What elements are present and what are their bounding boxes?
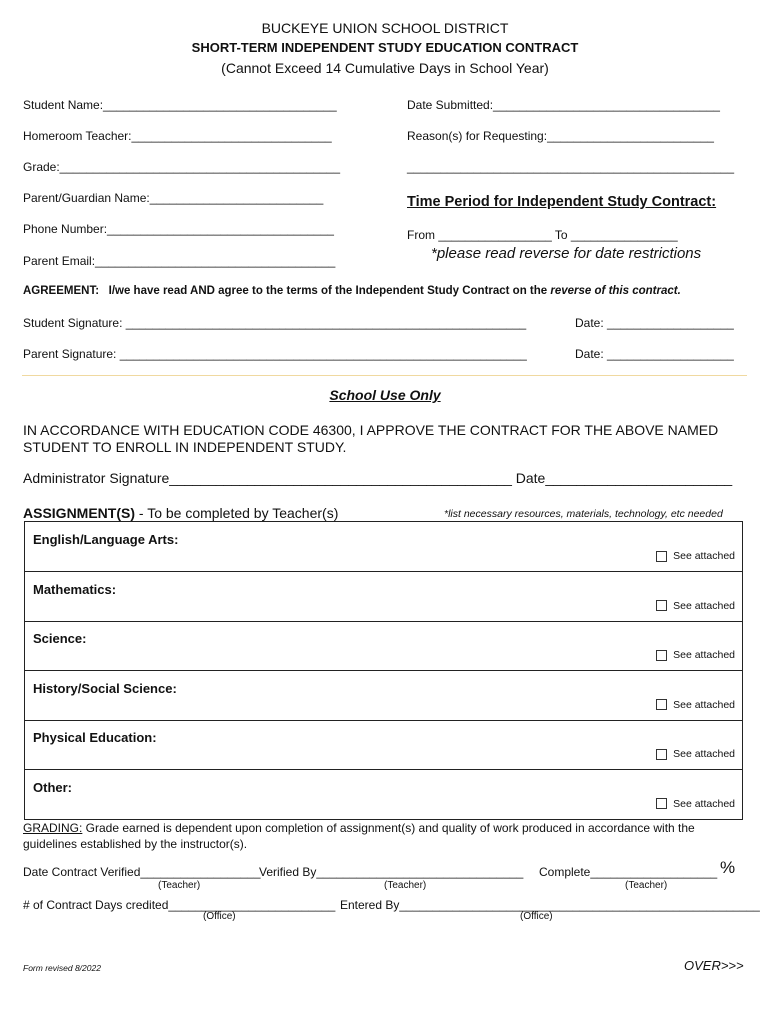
date-contract-verified-field[interactable]: Date Contract Verified__________________ <box>23 865 261 879</box>
school-use-heading: School Use Only <box>329 387 441 403</box>
subject-label: History/Social Science: <box>33 680 177 696</box>
student-name-field[interactable]: Student Name:___________________________________ <box>23 98 337 112</box>
grading-statement-line2: guidelines established by the instructor(s). <box>23 837 248 851</box>
see-attached-option[interactable] <box>656 649 735 661</box>
reasons-field[interactable]: Reason(s) for Requesting:_________________________ <box>407 129 714 143</box>
time-period-heading: Time Period for Independent Study Contract: <box>407 194 717 210</box>
assignments-heading <box>23 505 338 521</box>
district-name: BUCKEYE UNION SCHOOL DISTRICT <box>261 20 509 36</box>
date-submitted-field[interactable]: Date Submitted:__________________________________ <box>407 98 720 112</box>
subject-label: English/Language Arts: <box>33 532 179 547</box>
assignment-row-english[interactable] <box>25 522 742 572</box>
office-caption: (Office) <box>520 911 553 922</box>
contract-days-credited-field[interactable]: # of Contract Days credited_________________________ <box>23 898 336 912</box>
section-divider <box>22 375 747 376</box>
phone-number-field[interactable]: Phone Number:__________________________________ <box>23 222 334 236</box>
see-attached-label: See attached <box>673 599 735 612</box>
form-revised-date: Form revised 8/2022 <box>23 963 101 973</box>
see-attached-option[interactable] <box>656 550 735 562</box>
parent-email-field[interactable]: Parent Email:____________________________________ <box>23 254 336 268</box>
office-caption: (Office) <box>203 911 236 922</box>
form-title: SHORT-TERM INDEPENDENT STUDY EDUCATION CONTRACT <box>191 40 579 55</box>
checkbox[interactable] <box>656 600 667 611</box>
parent-signature-date-field[interactable]: Date: ___________________ <box>575 347 734 361</box>
assignments-label-rest: - To be completed by Teacher(s) <box>135 505 339 521</box>
homeroom-teacher-field[interactable]: Homeroom Teacher:______________________________ <box>23 129 332 143</box>
parent-signature-field[interactable]: Parent Signature: _____________________________________________________________ <box>23 347 527 361</box>
grading-text: Grade earned is dependent upon completion of assignment(s) and quality of work produced in accordance with the <box>82 821 695 835</box>
date-restrictions-note: *please read reverse for date restrictions <box>431 245 702 262</box>
student-signature-field[interactable]: Student Signature: ____________________________________________________________ <box>23 316 527 330</box>
administrator-signature-field[interactable]: Administrator Signature____________________________________________ Date________________________ <box>23 470 733 486</box>
grade-field[interactable]: Grade:__________________________________________ <box>23 160 340 174</box>
checkbox[interactable] <box>656 699 667 710</box>
see-attached-option[interactable] <box>656 699 735 711</box>
assignment-row-other[interactable] <box>25 770 742 819</box>
see-attached-label: See attached <box>673 649 735 661</box>
checkbox[interactable] <box>656 749 667 760</box>
subject-label: Mathematics: <box>33 581 117 597</box>
approval-statement-line1: IN ACCORDANCE WITH EDUCATION CODE 46300, I APPROVE THE CONTRACT FOR THE ABOVE NAMED <box>23 422 719 438</box>
grading-statement-line1 <box>23 821 695 835</box>
see-attached-option[interactable] <box>656 748 735 760</box>
see-attached-label: See attached <box>673 550 735 562</box>
assignments-label: ASSIGNMENT(S) <box>23 505 135 521</box>
reasons-extra-line[interactable]: _________________________________________________ <box>407 160 735 174</box>
checkbox[interactable] <box>656 650 667 661</box>
see-attached-label: See attached <box>673 797 735 810</box>
over-indicator: OVER>>> <box>684 958 744 973</box>
teacher-caption: (Teacher) <box>384 880 427 891</box>
see-attached-label: See attached <box>673 748 735 760</box>
checkbox[interactable] <box>656 798 667 809</box>
assignment-row-science[interactable] <box>25 621 742 671</box>
see-attached-option[interactable] <box>656 798 735 810</box>
student-signature-date-field[interactable]: Date: ___________________ <box>575 316 734 330</box>
assignment-row-physical-education[interactable] <box>25 720 742 770</box>
verified-by-field[interactable]: Verified By_______________________________ <box>259 865 524 879</box>
checkbox[interactable] <box>656 551 667 562</box>
assignments-note: *list necessary resources, materials, technology, etc needed <box>444 508 723 520</box>
form-subtitle: (Cannot Exceed 14 Cumulative Days in School Year) <box>221 60 549 76</box>
approval-statement-line2: STUDENT TO ENROLL IN INDEPENDENT STUDY. <box>23 439 347 455</box>
percent-sign: % <box>720 858 736 877</box>
agreement-label: AGREEMENT: <box>23 285 100 297</box>
teacher-caption: (Teacher) <box>625 880 668 891</box>
teacher-caption: (Teacher) <box>158 880 201 891</box>
subject-label: Other: <box>33 779 72 795</box>
entered-by-field[interactable]: Entered By______________________________________________________ <box>340 898 760 912</box>
from-to-dates-field[interactable]: From _________________ To ________________ <box>407 228 678 242</box>
see-attached-option[interactable] <box>656 600 735 612</box>
assignment-row-mathematics[interactable] <box>25 572 742 622</box>
agreement-text: I/we have read AND agree to the terms of the Independent Study Contract on the <box>108 285 548 297</box>
grading-label: GRADING: <box>23 821 83 835</box>
assignments-table <box>24 521 743 820</box>
subject-label: Science: <box>33 631 87 646</box>
parent-guardian-name-field[interactable]: Parent/Guardian Name:__________________________ <box>23 191 324 205</box>
subject-label: Physical Education: <box>33 730 157 745</box>
assignment-row-history[interactable] <box>25 671 742 721</box>
complete-percent-field[interactable]: Complete___________________ <box>539 865 718 879</box>
see-attached-label: See attached <box>673 698 735 711</box>
agreement-emphasis: reverse of this contract. <box>550 285 681 297</box>
agreement-statement <box>23 285 681 297</box>
